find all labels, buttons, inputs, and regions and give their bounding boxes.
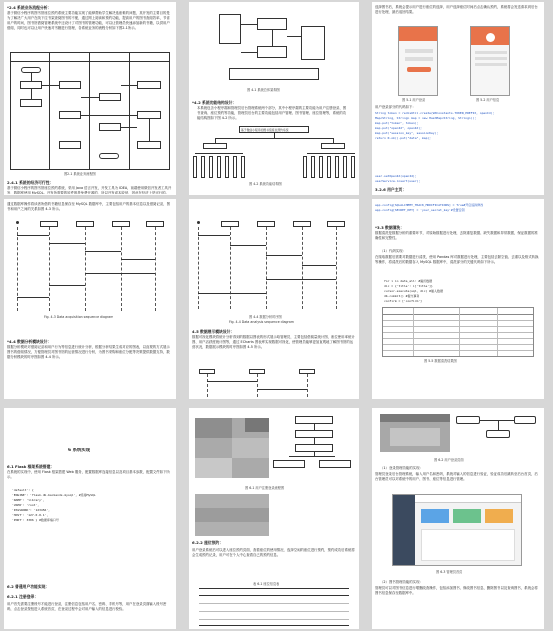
paragraph: 管理员登录后台管理系统，输入用户名和密码，系统对输入的信息进行验证，验证成功后跳转至后台首页，后台管理员可以对系统中的用户、图书、座位等信息进行管理。 [375, 472, 538, 481]
paragraph: 在爬取数据后需要对数据进行清洗，使用 Pandas 库对数据进行处理，主要包括去除空值、去重以及格式转换等操作，将清洗后的数据存入 MySQL 数据库中，清洗部分的关键代码如下所示。 [375, 255, 539, 264]
code-line: String token = redisUtil.create(WXConstants.TOKEN_PREFIX, openId); [375, 111, 495, 115]
function-tree-root [239, 126, 309, 133]
section-heading: 3.2.6 用户主页： [375, 187, 407, 192]
code-line: Map<String, String> map = new HashMap<String, String>(); [375, 116, 477, 120]
paragraph: 基于微信小程序的图书馆座位预约系统，采用 Java 语言开发，开发工具为 IDEA，前端使用微信开发者工具开发，数据库使用 MySQL。开发所需要的软件都是免费开源的，所以开发成本较低，因此在经济上是可行的。 [7, 186, 172, 194]
figure-caption: 图 6-1 用户注册登录流程图 [245, 486, 285, 490]
business-flow-diagram [10, 52, 170, 170]
code-line: 'USER': 'root', [12, 503, 40, 507]
cleaning-result-table [382, 307, 534, 357]
sequence-diagram-3 [199, 369, 349, 397]
phone-screenshot-profile [470, 26, 510, 96]
code-line: 'NAME': 'library', [12, 498, 45, 502]
page-tile-function-structure [189, 2, 359, 195]
pixelated-screenshot [195, 418, 269, 478]
figure-caption-en: Fig. 4-4 Data analysis sequence diagram [229, 320, 294, 324]
figure-caption: 图 5-2 用户信息 [476, 98, 500, 102]
page-tile-business-flow [4, 2, 176, 195]
figure-caption: 图 5-1 用户登录 [402, 98, 426, 102]
paragraph: 通过数据库操作将读者所借的书籍信息保存至 MySQL 数据库中，主要包括用户的基本信息以及借阅记录，图书和用户之间的关系如图 4-3 所示。 [7, 202, 170, 211]
figure-caption: 图 4-1 系统总体架构图 [247, 88, 280, 92]
page-tile-user-flow [189, 408, 359, 629]
page-tile-system-implementation [4, 408, 176, 629]
page-tile-sequence-1 [4, 199, 176, 399]
section-heading: 6.1 Flask 框架系统搭建： [7, 464, 55, 469]
code-line: 'PASSWORD': '123456', [12, 508, 50, 512]
code-line: cursor.execute(sql, dic) #插入数据 [384, 289, 443, 293]
chapter-heading: 6 系统实现 [68, 448, 91, 453]
state-diagram [456, 414, 538, 454]
section-heading: *3.3 数据清洗： [375, 225, 405, 230]
admin-dashboard-screenshot [392, 494, 522, 566]
paragraph: 选择图书后，系统会提示用户进行座位的选择，用户选择座位时间后点击确认预约，系统将会发送请求到后台进行处理，最后返回结果。 [375, 5, 538, 14]
section-heading: 4.5 数据展示模块设计： [192, 329, 235, 334]
code-line: map.put("token", token); [375, 121, 419, 125]
paragraph: 数据清洗是数据分析的重要环节，对原始数据进行处理，去除重复数据、缺失数据和异常数据，保证数据的准确性和完整性。 [375, 231, 538, 240]
function-tree-root-label: 基于微信小程序的图书馆座位预约系统 [241, 127, 289, 132]
phone-screenshot-login [398, 26, 438, 96]
paragraph: 在系统的实现中，使用 Flask 框架搭建 Web 服务，配置数据库连接信息以及项目基本参数，配置文件如下所示。 [7, 470, 170, 479]
flowchart [273, 416, 355, 482]
paragraph: 用户登录系统后可以进入座位预约页面，查看座位的使用情况，选择空闲的座位进行预约，预约成功后系统将会生成预约记录，用户可在个人中心查看自己的预约信息。 [192, 548, 355, 557]
code-line: dic = {'title': i['title']} [384, 284, 433, 288]
paragraph: 基于微信小程序的图书馆座位预约系统主要功能实现了能够帮助学生解决选座难的问题，其开发的主要目的是为了解决广大用户在线下往书架查阅图书的不便，通过网上阅读和预约功能，提高用户的图书查阅效率，节省用户的时间，图书馆借阅管理系统中还设计了对图书的管理功能，可以让管理员快速添加新的书籍，以供用户借阅，同时也可以让用户快速对书籍进行管理，各系统业务的流程分析如下图2-1所示。 [7, 11, 170, 30]
figure-caption: Fig. 4-3 Data acquisition sequence diagram [44, 315, 114, 319]
subsection-heading: 6.2.2 座位预约： [192, 540, 224, 545]
pixelated-table [195, 494, 269, 536]
page-tile-data-cleaning [372, 199, 544, 399]
figure-caption: 图2-1 系统业务流程图 [64, 172, 96, 176]
paragraph: 用户首先需要注册账号才能进行登录，注册信息包括用户名、密码、手机号等，用户在登录页面输入账号密码，点击登录按钮进入系统首页，在登录过程中会对用户输入的信息进行校验。 [7, 602, 167, 611]
config-line: app.config[SQLALCHEMY_TRACK_MODIFICATIONS] = True#开启追踪修改 [375, 203, 484, 207]
code-line: user.setOpenId(openId); [375, 174, 417, 178]
page-tile-login-code [372, 2, 544, 195]
code-line: return R.ok().put("data", map); [375, 136, 431, 140]
code-intro: 用户登录部分的代码如下： [375, 105, 416, 109]
paragraph: 数据可视化模块将统计分析得到的数据以图表的形式展示给管理员，主要包括借阅量统计图、座位使用率统计图、用户活跃度统计图等，通过 ECharts 图表库实现数据可视化，使管理员能够更加直观地了解图书馆的运营状况，数据展示模块的时序图如图 4-5 所示。 [192, 335, 355, 349]
page-tile-sequence-2 [189, 199, 359, 399]
paragraph: 管理员可以对图书信息进行增删改查操作，包括添加图书、修改图书信息、删除图书以及查询图书，系统会将图书信息保存至数据库中。 [375, 586, 538, 595]
code-line: db.commit() #提交事务 [384, 294, 420, 298]
subsection-heading: 6.2.1 注册登录： [7, 594, 39, 599]
code-line: map.put("session_key", sessionKey); [375, 131, 439, 135]
figure-caption: 图 5-5 数据清洗结果图 [424, 359, 457, 363]
list-item: （1）登录管理功能的实现： [380, 466, 423, 470]
section-heading: 6.2 普通用户功能实现： [7, 584, 50, 589]
seat-table [199, 588, 349, 626]
table-caption: 表 6-1 座位信息表 [253, 582, 280, 586]
figure-caption: 图 4-2 系统功能结构图 [249, 182, 282, 186]
code-line: 'ENGINE': 'flask.db.backends.mysql', #连接MySQL [12, 493, 96, 497]
code-line: userService.insert(user); [375, 179, 421, 183]
section-heading: *2.4 系统业务流程分析： [7, 5, 52, 10]
pixelated-screenshot [380, 414, 450, 452]
figure-caption: 图 6-3 管理员首页 [436, 570, 463, 574]
paragraph: 数据分析模块对借阅记录和用户行为等信息进行统计分析，根据分析结果生成对应的图表，以直观的方式展示图书的借阅情况，方便管理员对图书馆的运营情况进行分析，为图书采购和座位分配等决策提供数据支持，数据分析模块的时序图如图 4-4 所示。 [7, 345, 170, 359]
code-line: for i in data_all: #遍历数据 [384, 279, 433, 283]
paragraph: 本系统包含小程序端和管理员后台管理系统两个部分，其中小程序端的主要功能为用户注册登录、图书查询、座位预约等功能，管理员后台的主要功能包括用户管理、图书管理、座位管理等，系统的功能结构图如下图 4-2 所示。 [197, 106, 347, 120]
code-line: 'HOST': '127.0.0.1', [12, 513, 49, 517]
subheading: （1）代码实现： [380, 249, 406, 253]
figure-caption: 图 4-4 数据分析时序图 [249, 315, 282, 319]
config-line: app.config[SECRET_KEY] = 'your_secret_key'#设置密钥 [375, 208, 465, 212]
sequence-diagram-1 [12, 221, 170, 311]
section-heading: *4.4 数据分析模块设计： [7, 339, 52, 344]
code-line: map.put("openId", openId); [375, 126, 422, 130]
sequence-diagram-2 [195, 221, 353, 309]
page-tile-admin [372, 408, 544, 629]
code-line: confirm = ['confirm'] [384, 299, 422, 303]
code-line: 'PORT': 3306 } #数据库端口号 [12, 518, 59, 522]
architecture-diagram [219, 6, 329, 86]
code-line: 'default': { [12, 488, 34, 492]
section-heading: *4.2 系统功能结构设计： [192, 100, 237, 105]
section-heading: 2.4.1 系统的经济可行性： [7, 180, 54, 185]
figure-caption: 图 6-2 用户登录页面 [434, 458, 464, 462]
list-item: （2）图书管理功能的实现： [380, 580, 423, 584]
